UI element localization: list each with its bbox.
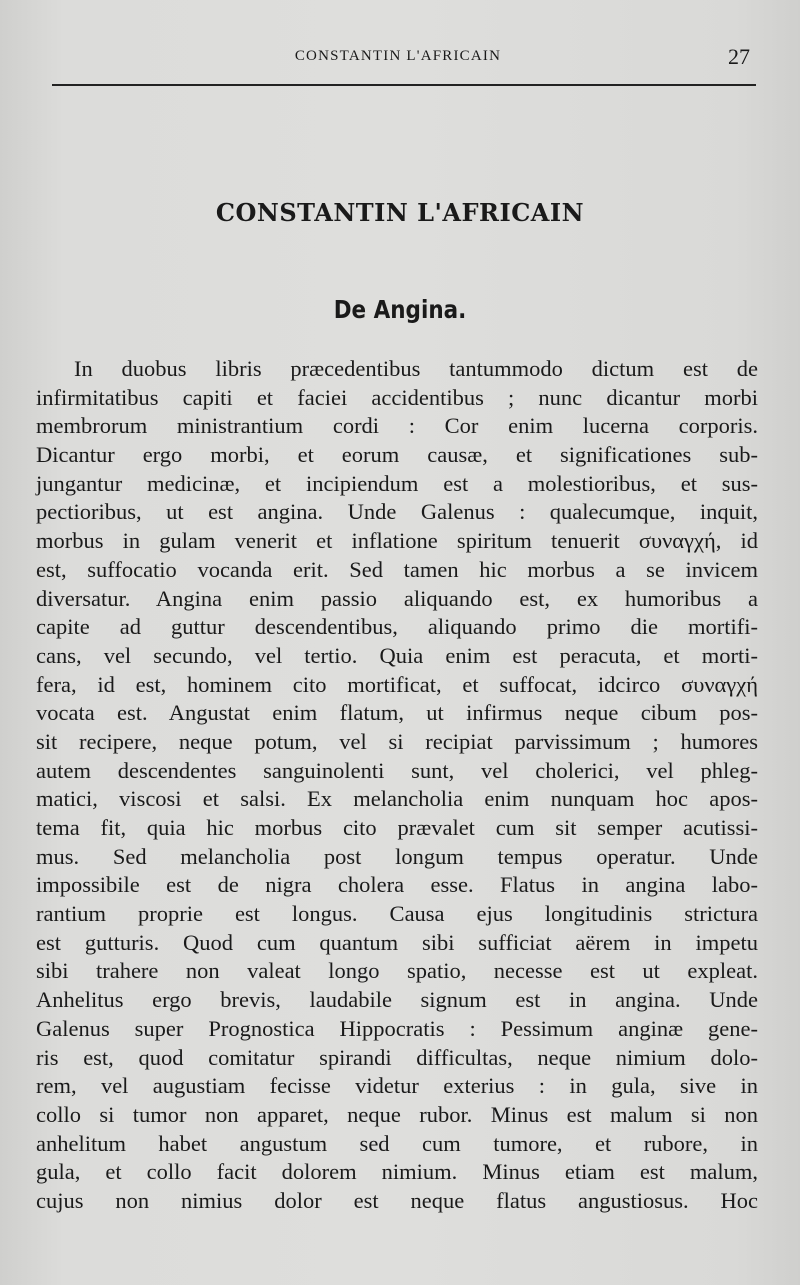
- text-line: impossibile est de nigra cholera esse. Flatus in angina labo-: [36, 872, 758, 898]
- text-line: diversatur. Angina enim passio aliquando est, ex humoribus a: [36, 585, 758, 611]
- text-line: mus. Sed melancholia post longum tempus operatur. Unde: [36, 843, 758, 869]
- text-line: matici, viscosi et salsi. Ex melancholia enim nunquam hoc apos-: [36, 786, 758, 812]
- text-line: ris est, quod comitatur spirandi difficultas, neque nimium dolo-: [36, 1044, 758, 1070]
- text-line: est, suffocatio vocanda erit. Sed tamen hic morbus a se invicem: [36, 556, 758, 582]
- text-line: sit recipere, neque potum, vel si recipiat parvissimum ; humores: [36, 728, 758, 754]
- text-line: sibi trahere non valeat longo spatio, necesse est ut expleat.: [36, 958, 758, 984]
- text-line: anhelitum habet angustum sed cum tumore, et rubore, in: [36, 1130, 758, 1156]
- text-line: rem, vel augustiam fecisse videtur exterius : in gula, sive in: [36, 1073, 758, 1099]
- text-line: membrorum ministrantium cordi : Cor enim lucerna corporis.: [36, 413, 758, 439]
- text-line: infirmitatibus capiti et faciei accidentibus ; nunc dicantur morbi: [36, 384, 758, 410]
- chapter-title: CONSTANTIN L'AFRICAIN: [215, 198, 585, 227]
- section-title: De Angina.: [333, 295, 467, 324]
- text-line: autem descendentes sanguinolenti sunt, vel cholerici, vel phleg-: [36, 757, 758, 783]
- text-line: gula, et collo facit dolorem nimium. Minus etiam est malum,: [36, 1159, 758, 1185]
- header-rule: [52, 84, 756, 86]
- text-line: tema fit, quia hic morbus cito prævalet cum sit semper acutissi-: [36, 815, 758, 840]
- text-line: pectioribus, ut est angina. Unde Galenus : qualecumque, inquit,: [36, 499, 758, 525]
- body-text: [36, 355, 758, 1216]
- running-title: CONSTANTIN L'AFRICAIN: [294, 48, 502, 64]
- text-line: capite ad guttur descendentibus, aliquando primo die mortifi-: [36, 614, 758, 640]
- page-number: 27: [728, 44, 750, 69]
- text-line: jungantur medicinæ, et incipiendum est a molestioribus, et sus-: [36, 470, 758, 496]
- text-line: Dicantur ergo morbi, et eorum causæ, et significationes sub-: [36, 442, 758, 468]
- text-line: rantium proprie est longus. Causa ejus longitudinis strictura: [36, 901, 758, 927]
- text-line: vocata est. Angustat enim flatum, ut infirmus neque cibum pos-: [36, 700, 758, 726]
- text-line: est gutturis. Quod cum quantum sibi sufficiat aërem in impetu: [36, 929, 758, 955]
- text-line: Anhelitus ergo brevis, laudabile signum est in angina. Unde: [36, 987, 758, 1013]
- text-line: cans, vel secundo, vel tertio. Quia enim est peracuta, et morti-: [36, 642, 758, 668]
- text-line: collo si tumor non apparet, neque rubor. Minus est malum si non: [36, 1101, 758, 1127]
- text-line: cujus non nimius dolor est neque flatus angustiosus. Hoc: [36, 1187, 758, 1213]
- text-line: morbus in gulam venerit et inflatione spiritum tenuerit συναγχή, id: [36, 528, 758, 554]
- text-line: In duobus libris præcedentibus tantummodo dictum est de: [74, 356, 758, 381]
- text-line: fera, id est, hominem cito mortificat, et suffocat, idcirco συναγχή: [36, 671, 758, 697]
- text-line: Galenus super Prognostica Hippocratis : Pessimum anginæ gene-: [36, 1015, 758, 1041]
- running-head: [40, 44, 756, 72]
